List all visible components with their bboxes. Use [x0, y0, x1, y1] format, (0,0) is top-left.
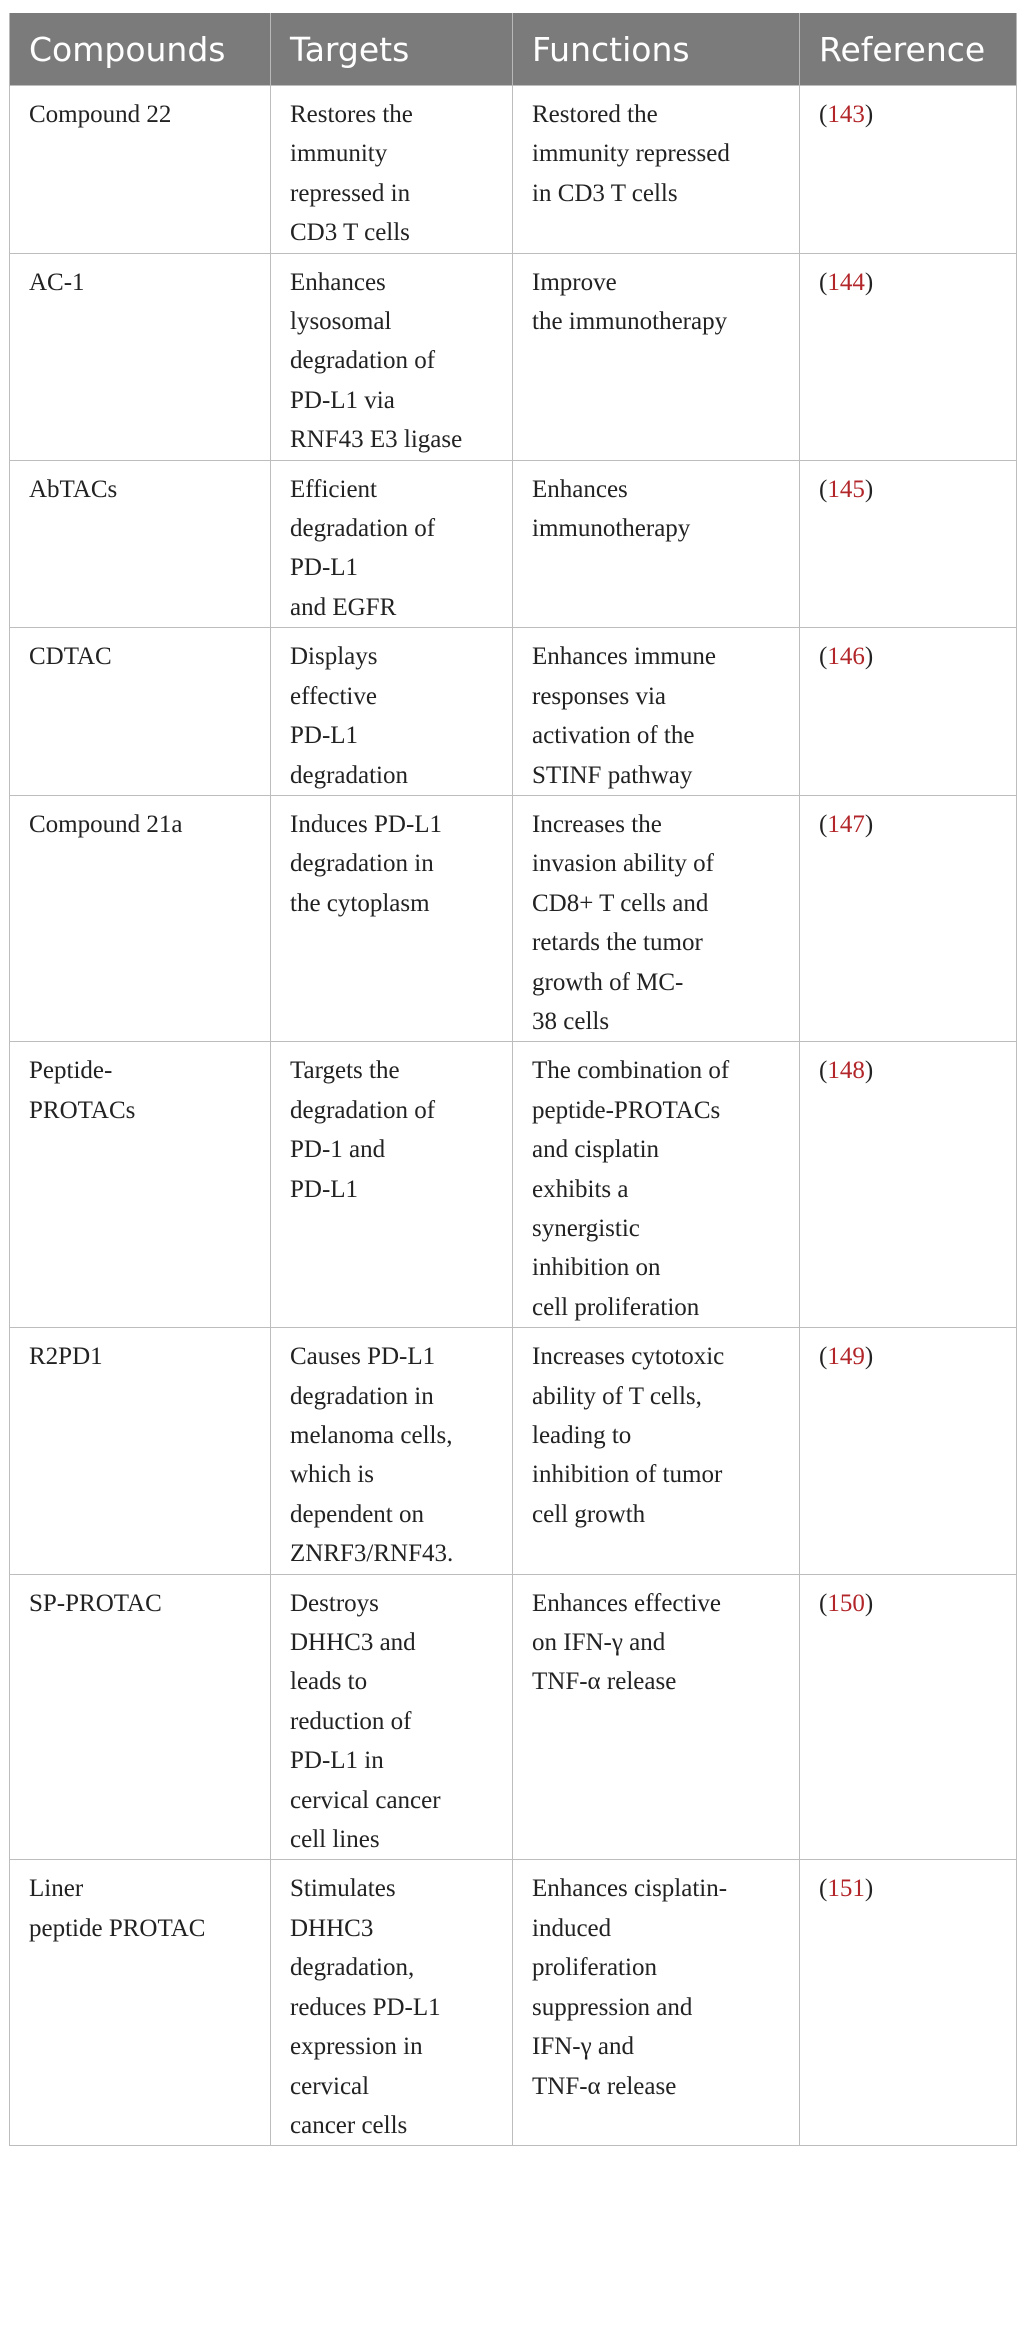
targets-cell-line: Efficient — [290, 475, 377, 503]
functions-cell — [513, 253, 800, 460]
functions-cell — [513, 1860, 800, 2146]
functions-cell-line: inhibition on — [532, 1254, 661, 1282]
targets-cell-line: DHHC3 and — [290, 1629, 416, 1657]
table-row — [10, 1042, 1017, 1328]
compound-cell — [10, 1860, 271, 2146]
targets-cell-line: degradation — [290, 761, 409, 789]
functions-cell-line: Increases cytotoxic — [532, 1343, 725, 1371]
functions-cell-line: and cisplatin — [532, 1136, 660, 1164]
functions-cell — [513, 1042, 800, 1328]
targets-cell-line: degradation of — [290, 1096, 436, 1124]
table-row — [10, 253, 1017, 460]
targets-cell-line: PD-L1 — [290, 1175, 359, 1203]
targets-cell-line: degradation of — [290, 515, 436, 543]
compounds-table — [9, 13, 1017, 2146]
functions-cell — [513, 795, 800, 1041]
targets-cell — [271, 795, 513, 1041]
reference-cell — [800, 1042, 1017, 1328]
functions-cell-line: on IFN-γ and — [532, 1629, 666, 1657]
compound-cell — [10, 628, 271, 796]
targets-cell-line: which is — [290, 1461, 375, 1489]
compound-cell-line: Liner — [29, 1875, 84, 1903]
functions-cell-line: IFN-γ and — [532, 2033, 635, 2061]
functions-cell-line: TNF-α release — [532, 2072, 677, 2100]
reference-cell — [800, 253, 1017, 460]
targets-cell — [271, 86, 513, 254]
targets-cell-line: cervical — [290, 2072, 370, 2100]
reference-cell — [800, 1574, 1017, 1860]
header-targets: Targets — [271, 13, 513, 86]
reference-citation: (145) — [819, 475, 874, 503]
compound-cell-line: Compound 22 — [29, 101, 172, 128]
compound-cell-line: AbTACs — [29, 475, 118, 503]
table-header — [10, 13, 1017, 86]
targets-cell-line: CD3 T cells — [290, 219, 410, 247]
targets-cell-line: PD-L1 in — [290, 1747, 384, 1775]
functions-cell-line: 38 cells — [532, 1007, 610, 1035]
compound-cell-line: PROTACs — [29, 1096, 136, 1124]
reference-cell — [800, 86, 1017, 254]
functions-cell-line: suppression and — [532, 1993, 693, 2021]
compound-cell — [10, 795, 271, 1041]
functions-cell — [513, 86, 800, 254]
reference-link[interactable]: 147 — [827, 810, 865, 838]
targets-cell-line: Restores the — [290, 101, 413, 128]
targets-cell-line: lysosomal — [290, 308, 392, 336]
targets-cell-line: Displays — [290, 643, 378, 671]
targets-cell-line: ZNRF3/RNF43. — [290, 1540, 454, 1568]
targets-cell-line: Induces PD-L1 — [290, 810, 443, 838]
functions-cell-line: Enhances — [532, 475, 628, 503]
functions-cell-line: activation of the — [532, 722, 695, 750]
reference-citation: (151) — [819, 1875, 874, 1903]
functions-cell-line: Enhances effective — [532, 1589, 722, 1617]
functions-cell-line: exhibits a — [532, 1175, 629, 1203]
reference-link[interactable]: 144 — [827, 268, 865, 296]
reference-link[interactable]: 149 — [827, 1343, 865, 1371]
table-row — [10, 795, 1017, 1041]
reference-citation: (143) — [819, 101, 874, 128]
reference-citation: (149) — [819, 1343, 874, 1371]
targets-cell — [271, 460, 513, 628]
targets-cell-line: melanoma cells, — [290, 1422, 453, 1449]
table-row — [10, 1328, 1017, 1574]
targets-cell — [271, 1042, 513, 1328]
functions-cell-line: invasion ability of — [532, 850, 714, 878]
reference-citation: (147) — [819, 810, 874, 838]
targets-cell-line: PD-L1 via — [290, 386, 395, 414]
reference-cell — [800, 795, 1017, 1041]
compound-cell-line: Compound 21a — [29, 810, 183, 838]
targets-cell-line: reduction of — [290, 1707, 412, 1735]
reference-link[interactable]: 145 — [827, 475, 865, 503]
functions-cell-line: The combination of — [532, 1057, 730, 1085]
reference-cell — [800, 1328, 1017, 1574]
targets-cell-line: PD-L1 — [290, 554, 359, 582]
functions-cell-line: immunity repressed — [532, 140, 730, 168]
reference-cell — [800, 460, 1017, 628]
table-row — [10, 628, 1017, 796]
functions-cell-line: STINF pathway — [532, 761, 693, 789]
targets-cell-line: Causes PD-L1 — [290, 1343, 436, 1371]
functions-cell-line: inhibition of tumor — [532, 1461, 723, 1489]
functions-cell — [513, 628, 800, 796]
functions-cell-line: synergistic — [532, 1214, 640, 1242]
functions-cell-line: growth of MC- — [532, 968, 684, 996]
reference-cell — [800, 1860, 1017, 2146]
targets-cell-line: PD-1 and — [290, 1136, 386, 1164]
functions-cell-line: Increases the — [532, 810, 662, 838]
functions-cell — [513, 1574, 800, 1860]
header-functions: Functions — [513, 13, 800, 86]
targets-cell — [271, 628, 513, 796]
targets-cell-line: degradation in — [290, 1382, 434, 1410]
targets-cell-line: reduces PD-L1 — [290, 1993, 441, 2021]
functions-cell-line: cell growth — [532, 1500, 646, 1528]
reference-cell — [800, 628, 1017, 796]
functions-cell-line: Restored the — [532, 101, 658, 128]
targets-cell-line: effective — [290, 682, 377, 710]
compound-cell-line: peptide PROTAC — [29, 1914, 206, 1942]
table-row — [10, 1860, 1017, 2146]
functions-cell — [513, 1328, 800, 1574]
table-row — [10, 86, 1017, 254]
functions-cell-line: ability of T cells, — [532, 1382, 702, 1410]
compound-cell-line: R2PD1 — [29, 1343, 103, 1371]
functions-cell-line: the immunotherapy — [532, 308, 728, 336]
table-row — [10, 460, 1017, 628]
targets-cell — [271, 1328, 513, 1574]
compound-cell-line: AC-1 — [29, 268, 85, 296]
compound-cell — [10, 460, 271, 628]
functions-cell-line: cell proliferation — [532, 1293, 700, 1321]
targets-cell-line: cell lines — [290, 1826, 380, 1854]
reference-citation: (148) — [819, 1057, 874, 1085]
targets-cell-line: immunity — [290, 140, 388, 168]
targets-cell-line: dependent on — [290, 1500, 424, 1528]
targets-cell-line: cervical cancer — [290, 1786, 441, 1814]
functions-cell-line: immunotherapy — [532, 515, 691, 543]
targets-cell — [271, 1860, 513, 2146]
table-row — [10, 1574, 1017, 1860]
functions-cell — [513, 460, 800, 628]
functions-cell-line: Improve — [532, 268, 617, 296]
compound-cell — [10, 1042, 271, 1328]
header-row — [10, 13, 1017, 86]
targets-cell-line: the cytoplasm — [290, 889, 430, 917]
targets-cell — [271, 253, 513, 460]
functions-cell-line: peptide-PROTACs — [532, 1096, 721, 1124]
functions-cell-line: CD8+ T cells and — [532, 889, 709, 917]
reference-link[interactable]: 150 — [827, 1589, 865, 1617]
functions-cell-line: TNF-α release — [532, 1668, 677, 1696]
targets-cell-line: degradation in — [290, 850, 434, 878]
targets-cell-line: degradation, — [290, 1954, 415, 1982]
targets-cell-line: Stimulates — [290, 1875, 396, 1903]
compound-cell-line: SP-PROTAC — [29, 1589, 162, 1617]
compound-cell-line: Peptide- — [29, 1057, 113, 1085]
reference-link[interactable]: 148 — [827, 1057, 865, 1085]
functions-cell-line: retards the tumor — [532, 929, 703, 957]
compound-cell — [10, 86, 271, 254]
functions-cell-line: Enhances cisplatin- — [532, 1875, 728, 1903]
functions-cell-line: leading to — [532, 1422, 632, 1449]
targets-cell-line: repressed in — [290, 179, 411, 207]
targets-cell-line: Targets the — [290, 1057, 400, 1085]
targets-cell-line: expression in — [290, 2033, 423, 2061]
reference-citation: (144) — [819, 268, 874, 296]
targets-cell-line: and EGFR — [290, 593, 397, 621]
functions-cell-line: in CD3 T cells — [532, 179, 678, 207]
compound-cell — [10, 1328, 271, 1574]
functions-cell-line: induced — [532, 1914, 612, 1942]
reference-link[interactable]: 151 — [827, 1875, 865, 1903]
reference-citation: (150) — [819, 1589, 874, 1617]
header-reference: Reference — [800, 13, 1017, 86]
compound-cell — [10, 253, 271, 460]
functions-cell-line: Enhances immune — [532, 643, 716, 671]
targets-cell — [271, 1574, 513, 1860]
targets-cell-line: Destroys — [290, 1589, 379, 1617]
compound-cell-line: CDTAC — [29, 643, 112, 671]
functions-cell-line: responses via — [532, 682, 666, 710]
reference-citation: (146) — [819, 643, 874, 671]
table-body — [10, 86, 1017, 2146]
header-compounds: Compounds — [10, 13, 271, 86]
compound-cell — [10, 1574, 271, 1860]
reference-link[interactable]: 143 — [827, 101, 865, 128]
targets-cell-line: leads to — [290, 1668, 368, 1696]
targets-cell-line: Enhances — [290, 268, 386, 296]
targets-cell-line: PD-L1 — [290, 722, 359, 750]
targets-cell-line: DHHC3 — [290, 1914, 374, 1942]
reference-link[interactable]: 146 — [827, 643, 865, 671]
targets-cell-line: degradation of — [290, 347, 436, 375]
data-table-container — [9, 13, 1016, 2146]
targets-cell-line: cancer cells — [290, 2111, 408, 2139]
functions-cell-line: proliferation — [532, 1954, 657, 1982]
targets-cell-line: RNF43 E3 ligase — [290, 426, 463, 454]
